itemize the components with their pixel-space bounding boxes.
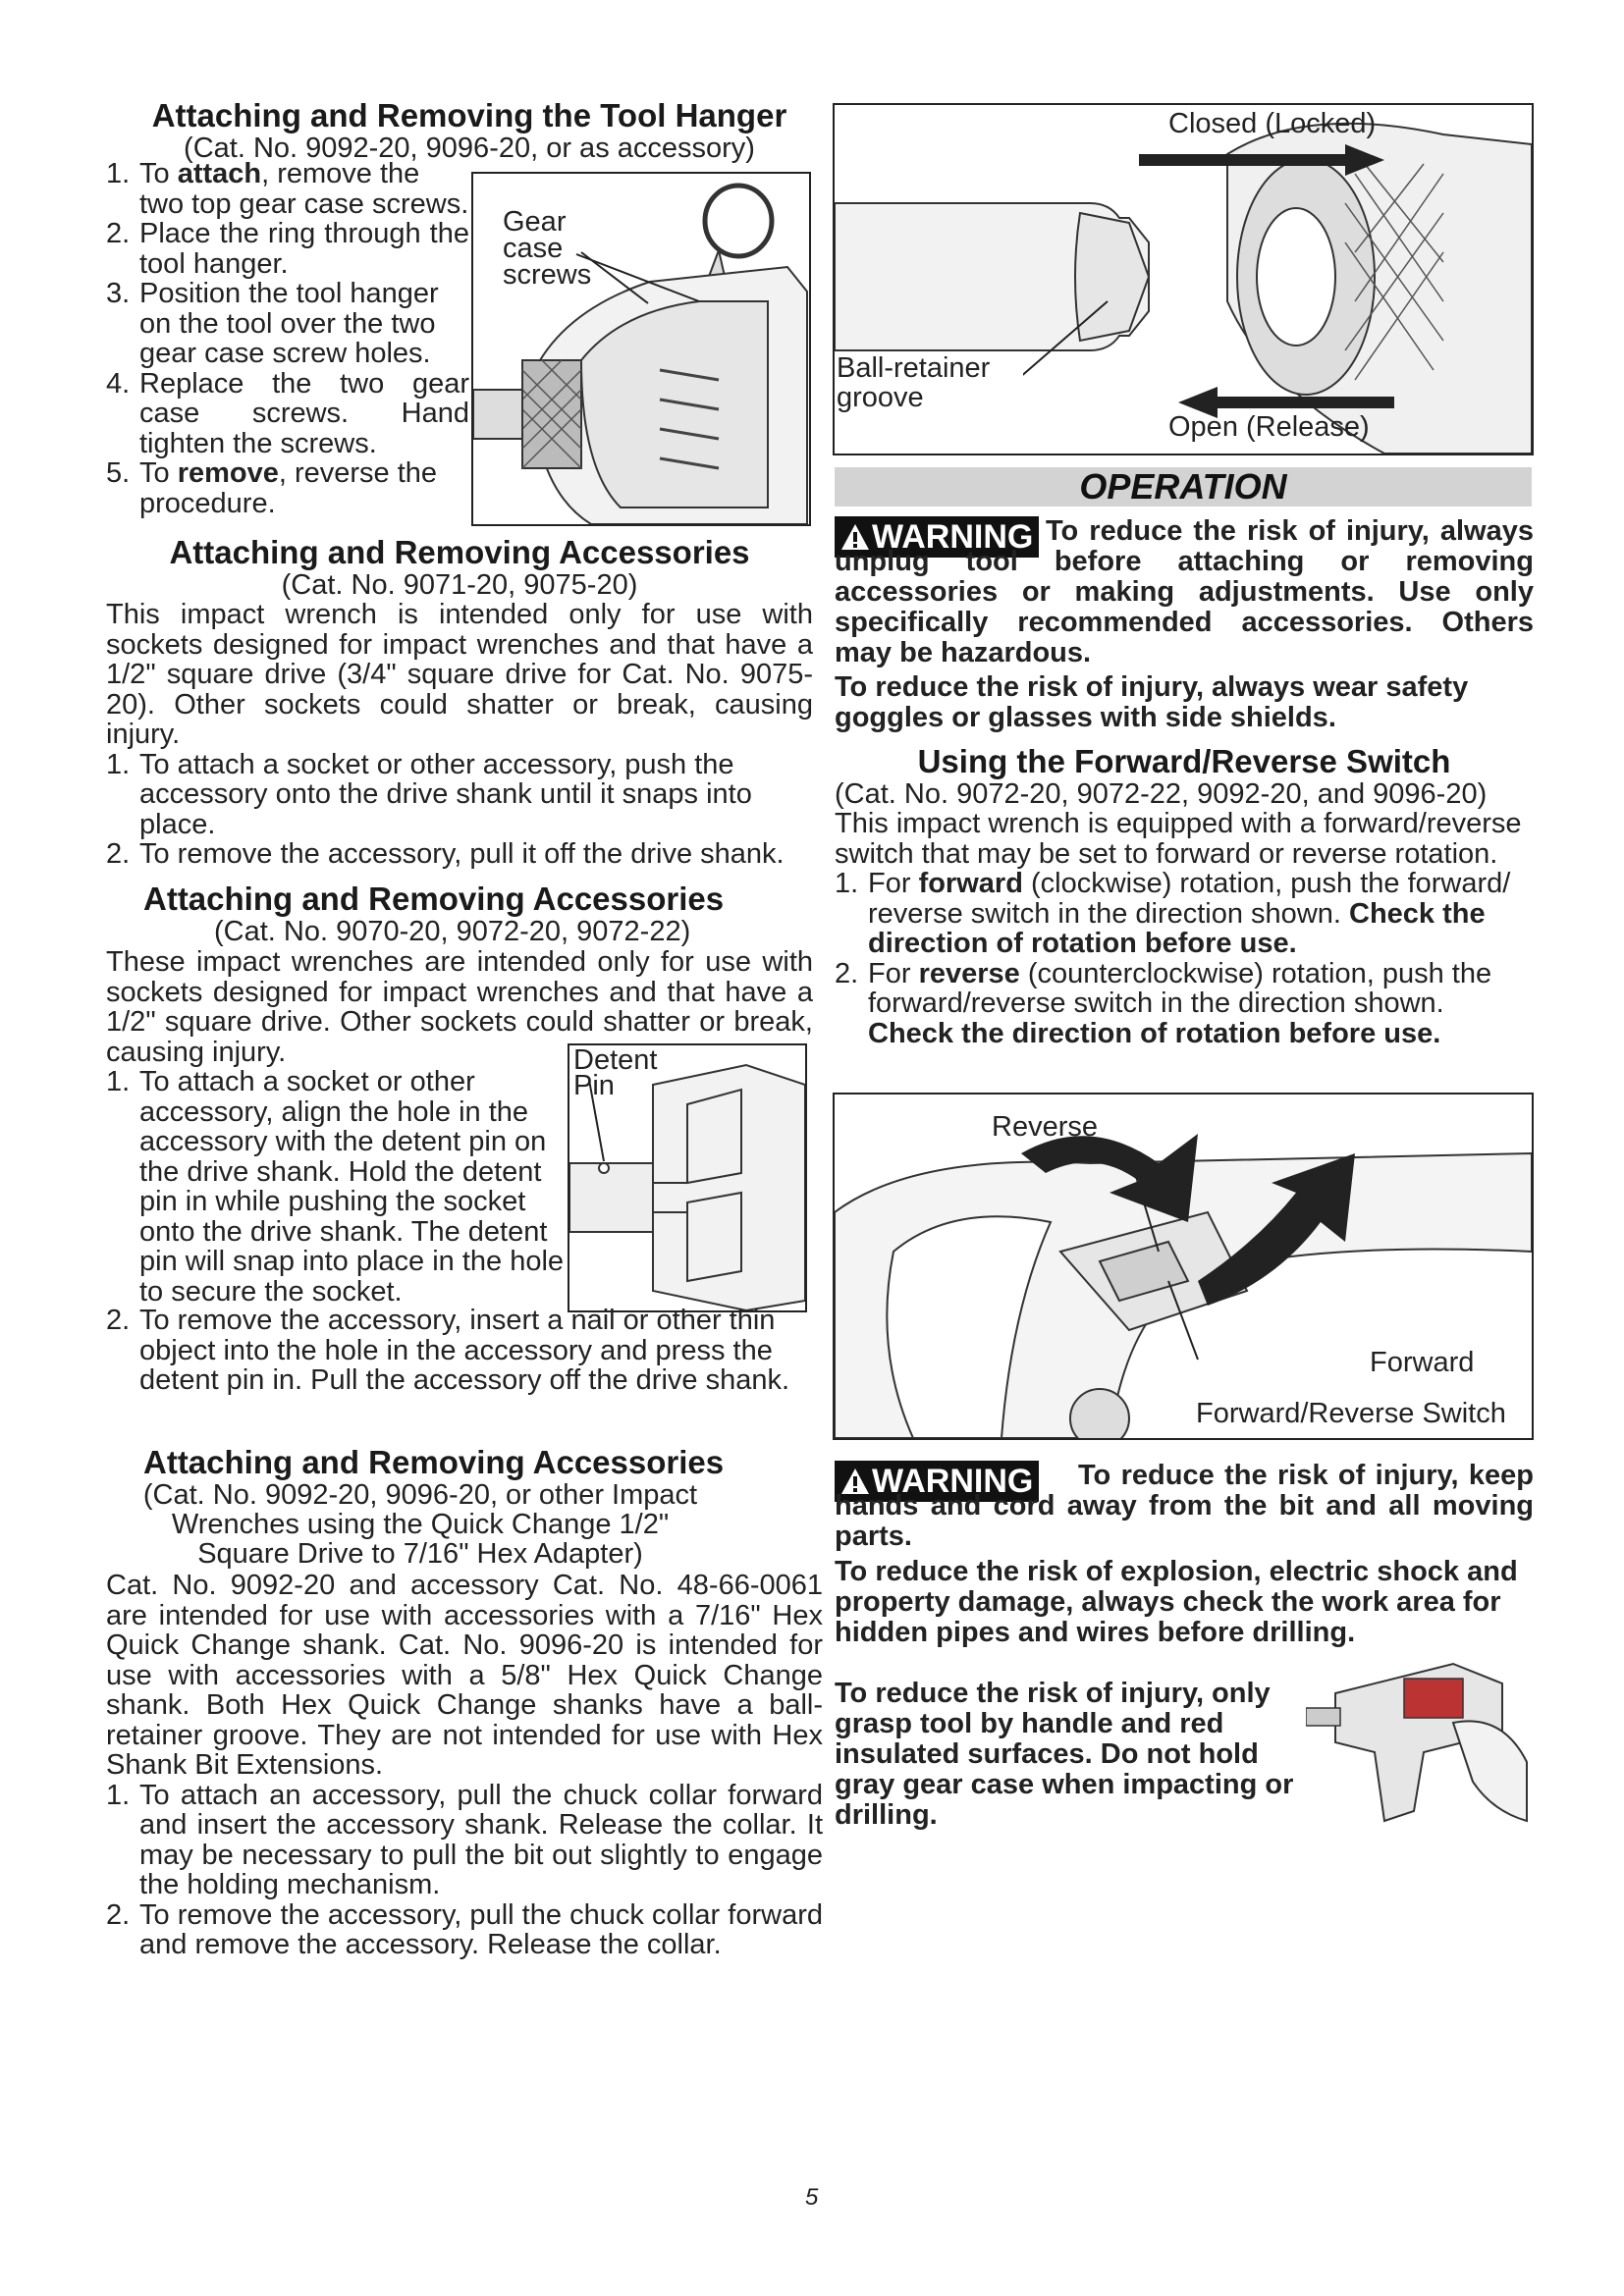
operation-heading: OPERATION xyxy=(835,467,1532,507)
list-item: 2. To remove the accessory, insert a nail or other thin object into the hole in the accessory and press the detent pin in. Pull the accessory off the drive shank. xyxy=(106,1305,790,1396)
page-number: 5 xyxy=(805,2184,819,2211)
section-b-step1 xyxy=(106,1067,568,1307)
warning-badge: WARNING xyxy=(835,516,1039,558)
list-item: 1. To attach, remove the two top gear case screws. xyxy=(106,158,469,220)
closed-locked-label: Closed (Locked) xyxy=(1168,108,1377,139)
drill-grip-illustration xyxy=(1306,1625,1532,1850)
list-item: 2. To remove the accessory, pull it off the drive shank. xyxy=(106,838,785,870)
section-b-intro: These impact wrenches are intended only for use with sockets designed for impact wrenches and that have a 1/2" square drive. Other sockets could shatter or break, causing injury. xyxy=(106,946,813,1068)
drill-grip-figure xyxy=(1306,1625,1532,1850)
section-b-title: Attaching and Removing Accessories xyxy=(143,881,725,917)
section-a-title: Attaching and Removing Accessories xyxy=(169,534,750,570)
tool-hanger-figure xyxy=(471,172,811,526)
ball-retainer-groove-label: Ball-retainer groove xyxy=(837,353,1023,412)
list-item: 1. To attach a socket or other accessory, align the hole in the accessory with the detent pin on the drive shank. Hold the detent pin in while pushing the socket onto the drive shank. The detent pin will snap into place in the hole to secure the socket. xyxy=(106,1066,565,1308)
gear-case-screws-label: Gear case screws xyxy=(503,206,592,291)
tool-hanger-section xyxy=(106,98,833,163)
list-item: 2. Place the ring through the tool hanger. xyxy=(106,218,469,280)
section-c-title: Attaching and Removing Accessories xyxy=(143,1444,725,1480)
list-item: 5. To remove, reverse the procedure. xyxy=(106,457,438,519)
list-item: 4. Replace the two gear case screws. Hand tighten the screws. xyxy=(106,367,469,459)
forward-label: Forward xyxy=(1370,1347,1475,1378)
switch-section xyxy=(835,744,1534,1048)
section-a-subtitle: (Cat. No. 9071-20, 9075-20) xyxy=(281,569,638,601)
switch-subtitle: (Cat. No. 9072-20, 9072-22, 9092-20, and 9096-20) xyxy=(835,778,1488,810)
detent-pin-label: Detent Pin xyxy=(573,1044,658,1101)
reverse-label: Reverse xyxy=(992,1111,1098,1143)
chuck-figure xyxy=(833,103,1534,455)
warning-2-text: To reduce the risk of injury, keep hands and cord away from the bit and all moving parts. xyxy=(835,1460,1534,1552)
tool-hanger-steps xyxy=(106,159,469,518)
section-b-subtitle: (Cat. No. 9070-20, 9072-20, 9072-22) xyxy=(214,916,691,947)
accessories-section-c xyxy=(106,1445,823,1960)
detent-pin-figure xyxy=(568,1043,807,1312)
list-item: 1. To attach an accessory, pull the chuck collar forward and insert the accessory shank. Release the collar. It may be necessary to pull the bit out slightly to engage the holding mechanism. xyxy=(106,1779,823,1900)
switch-title: Using the Forward/Reverse Switch xyxy=(917,743,1451,779)
warning-1-text: To reduce the risk of injury, always unplug tool before attaching or removing accessories or making adjustments. Use only specifically recommended accessories. Others may be hazardous. xyxy=(835,515,1534,668)
list-item: 2. To remove the accessory, pull the chuck collar forward and remove the accessory. Release the collar. xyxy=(106,1898,823,1960)
tool-hanger-subtitle: (Cat. No. 9092-20, 9096-20, or as accessory) xyxy=(184,133,755,164)
section-a-intro: This impact wrench is intended only for use with sockets designed for impact wrenches and that have a 1/2" square drive (3/4" square drive for Cat. No. 9075-20). Other sockets could shatter or break, causing injury. xyxy=(106,599,813,750)
list-item: 1. For forward (clockwise) rotation, push the forward/ reverse switch in the direction shown. Check the direction of rotation before use. xyxy=(835,868,1511,959)
section-b-step2 xyxy=(106,1306,828,1396)
switch-illustration xyxy=(835,1095,1532,1438)
section-c-intro: Cat. No. 9092-20 and accessory Cat. No. 48-66-0061 are intended for use with accessories with a 7/16" Hex Quick Change shank. Cat. No. 9096-20 is intended for use with accessories with a 5/8" Hex Quick Change shank. Both Hex Quick Change shanks have a ball-retainer groove. They are not intended for use with Hex Shank Bit Extensions. xyxy=(106,1570,823,1781)
accessories-section-b xyxy=(106,881,828,946)
list-item: 3. Position the tool hanger on the tool over the two gear case screw holes. xyxy=(106,278,439,369)
warning-1-goggles: To reduce the risk of injury, always wear safety goggles or glasses with side shields. xyxy=(835,671,1469,733)
warning-2-explosion: To reduce the risk of explosion, electric shock and property damage, always check the work area for hidden pipes and wires before drilling. xyxy=(835,1556,1518,1648)
switch-intro: This impact wrench is equipped with a forward/reverse switch that may be set to forward or reverse rotation. xyxy=(835,808,1522,870)
tool-hanger-title: Attaching and Removing the Tool Hanger xyxy=(151,97,787,133)
list-item: 1. To attach a socket or other accessory, push the accessory onto the drive shank until it snaps into place. xyxy=(106,748,752,840)
open-release-label: Open (Release) xyxy=(1168,411,1370,443)
list-item: 2. For reverse (counterclockwise) rotation, push the forward/reverse switch in the direction shown. Check the direction of rotation before use. xyxy=(835,957,1492,1049)
warning-badge: WARNING xyxy=(835,1461,1039,1502)
section-c-subtitle: (Cat. No. 9092-20, 9096-20, or other Impact Wrenches using the Quick Change 1/2" Square Drive to 7/16" Hex Adapter) xyxy=(142,1479,698,1570)
accessories-section-a xyxy=(106,535,813,870)
switch-figure xyxy=(833,1093,1534,1440)
warning-2-grasp: To reduce the risk of injury, only grasp tool by handle and red insulated surfaces. Do not hold gray gear case when impacting or drilling. xyxy=(835,1678,1294,1831)
forward-reverse-switch-label: Forward/Reverse Switch xyxy=(1196,1398,1506,1429)
